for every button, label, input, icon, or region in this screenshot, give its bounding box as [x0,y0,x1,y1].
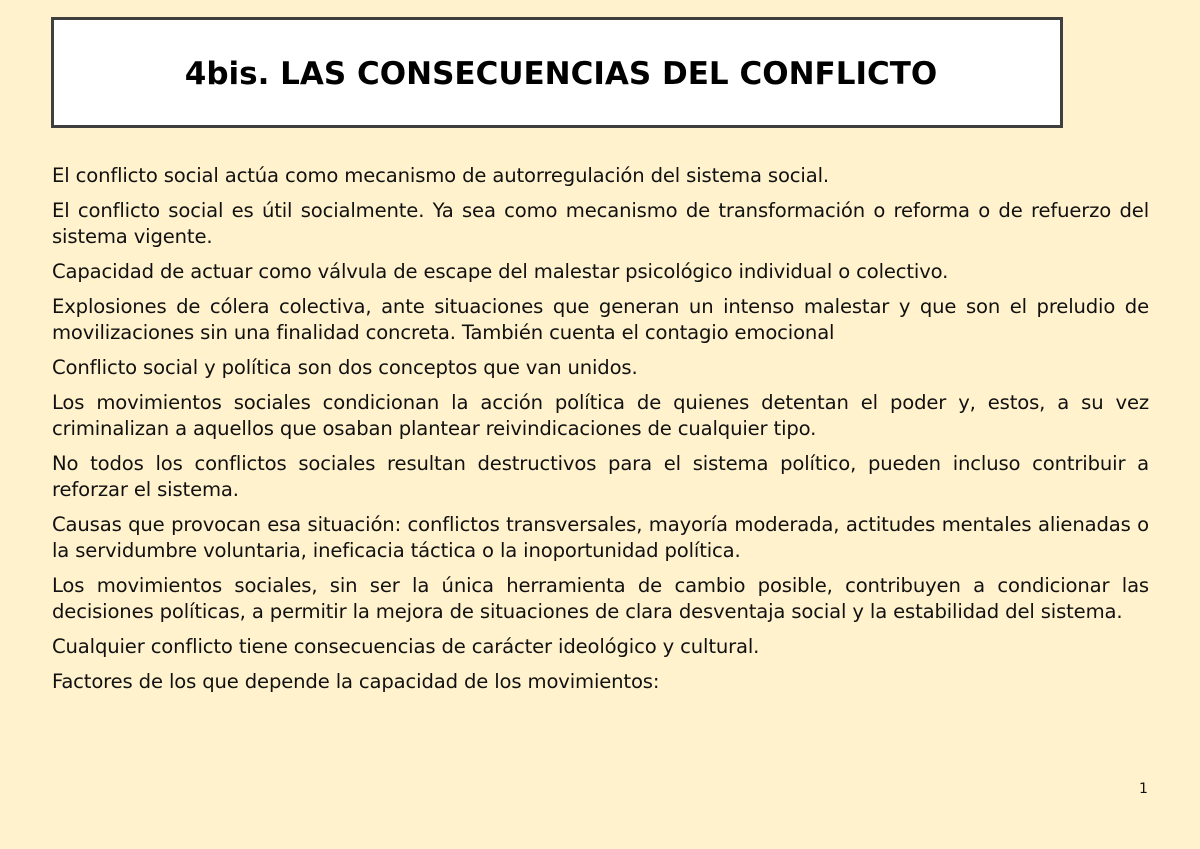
paragraph-herramienta-cambio: Los movimientos sociales, sin ser la única herramienta de cambio posible, contribuyen a condicionar las decisiones políticas, a permitir la mejora de situaciones de clara desventaja social y la estabilidad del sistema. [52,574,1149,623]
paragraph-no-destructivos: No todos los conflictos sociales resultan destructivos para el sistema político, pueden incluso contribuir a reforzar el sistema. [52,452,1149,501]
paragraph-valvula-escape: Capacidad de actuar como válvula de escape del malestar psicológico individual o colectivo. [52,260,949,283]
paragraph-autorregulacion: El conflicto social actúa como mecanismo de autorregulación del sistema social. [52,164,829,187]
paragraph-factores: Factores de los que depende la capacidad de los movimientos: [52,670,660,693]
title-box [51,17,1063,128]
page-number: 1 [1139,781,1148,797]
paragraph-causas: Causas que provocan esa situación: conflictos transversales, mayoría moderada, actitudes mentales alienadas o la servidumbre voluntaria, ineficacia táctica o la inoportunidad política. [52,513,1149,562]
paragraph-conflicto-politica: Conflicto social y política son dos conceptos que van unidos. [52,356,638,379]
paragraph-consecuencias-ideologicas: Cualquier conflicto tiene consecuencias de carácter ideológico y cultural. [52,635,760,658]
body-content [52,163,1149,704]
paragraph-utilidad-social: El conflicto social es útil socialmente. Ya sea como mecanismo de transformación o reforma o de refuerzo del sistema vigente. [52,199,1149,248]
page-title: 4bis. LAS CONSECUENCIAS DEL CONFLICTO [184,55,938,92]
paragraph-explosiones-colera: Explosiones de cólera colectiva, ante situaciones que generan un intenso malestar y que son el preludio de movilizaciones sin una finalidad concreta. También cuenta el contagio emocional [52,295,1149,344]
paragraph-movimientos-condicionan: Los movimientos sociales condicionan la acción política de quienes detentan el poder y, estos, a su vez criminalizan a aquellos que osaban plantear reivindicaciones de cualquier tipo. [52,391,1149,440]
